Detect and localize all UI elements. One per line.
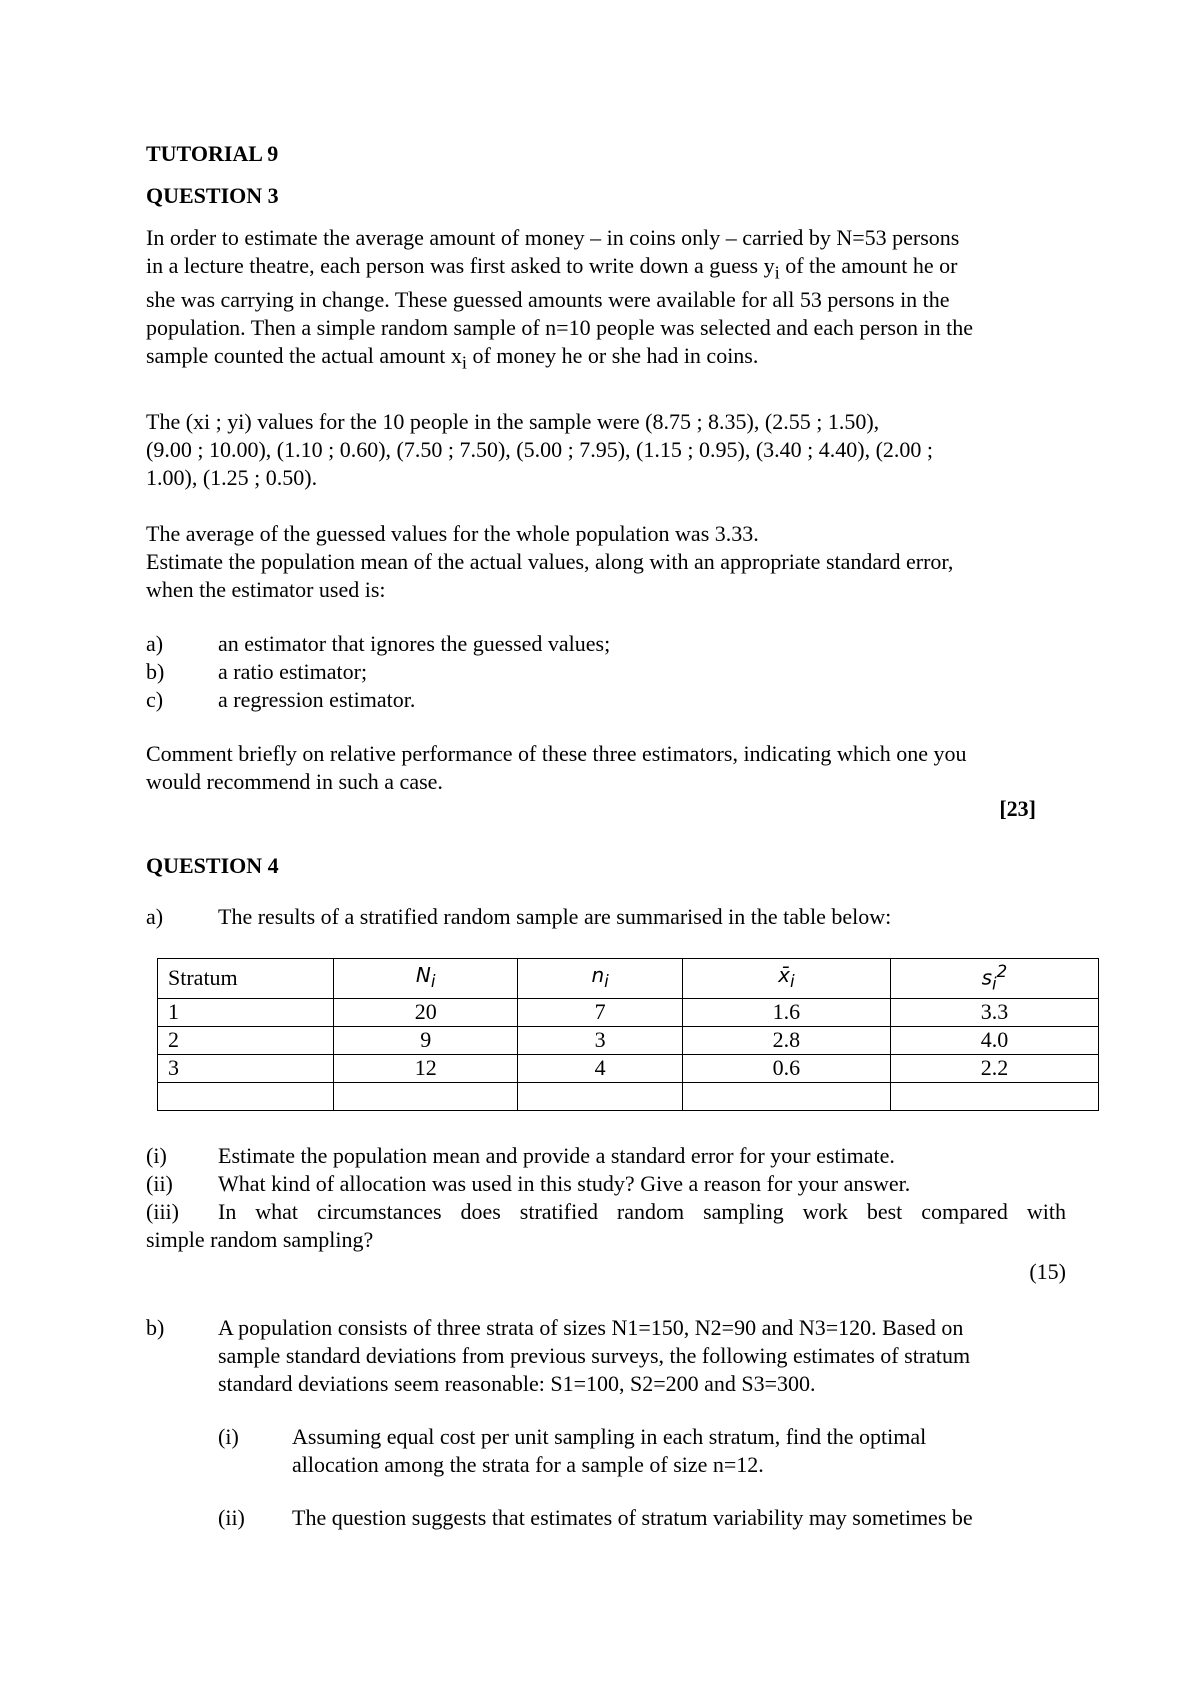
item-label: (i): [218, 1424, 239, 1449]
table-cell: 2: [158, 1026, 334, 1054]
item-text: a ratio estimator;: [218, 659, 368, 684]
table-cell: [158, 1082, 334, 1110]
q3-intro-line: population. Then a simple random sample of n=10 people was selected and each person in the: [146, 315, 973, 341]
question-4b-ii: [146, 1504, 1066, 1532]
column-header: Stratum: [158, 959, 334, 999]
q3-comment-line: would recommend in such a case.: [146, 769, 443, 794]
item-text: What kind of allocation was used in this study? Give a reason for your answer.: [218, 1171, 911, 1196]
question-4b-i: [146, 1423, 1066, 1479]
item-label: (i): [146, 1143, 167, 1168]
item-label: b): [146, 659, 165, 684]
question-3-heading-block: [146, 182, 1066, 210]
item-text: Estimate the population mean and provide a standard error for your estimate.: [218, 1143, 895, 1168]
item-continuation: simple random sampling?: [146, 1227, 374, 1252]
text-line: allocation among the strata for a sample of size n=12.: [292, 1452, 764, 1477]
item-label: b): [146, 1315, 165, 1340]
table-cell: 1.6: [682, 998, 890, 1026]
question-3-task: [146, 520, 1066, 604]
question-3-heading: QUESTION 3: [146, 183, 279, 208]
column-header: $x̄_i$: [682, 959, 890, 999]
list-item: [146, 903, 1066, 931]
list-item: [146, 1142, 1066, 1170]
strata-table-block: [146, 958, 1066, 1111]
table-cell: 20: [334, 998, 518, 1026]
text-run: of money he or she had in coins.: [466, 343, 759, 369]
item-text: [218, 1314, 1066, 1398]
table-cell: 3: [518, 1026, 682, 1054]
q3-intro-line: she was carrying in change. These guessed amounts were available for all 53 persons in the: [146, 287, 950, 313]
question-3-marks: [23]: [999, 796, 1036, 821]
question-3-marks-block: [146, 795, 1036, 823]
item-label: a): [146, 631, 164, 656]
list-item: [146, 686, 1066, 714]
item-label: (ii): [146, 1171, 173, 1196]
question-3-comment: [146, 740, 1066, 796]
q3-task-line: when the estimator used is:: [146, 577, 386, 602]
table-cell: [334, 1082, 518, 1110]
table-row: [158, 998, 1099, 1026]
table-row: [158, 1026, 1099, 1054]
q3-task-line: Estimate the population mean of the actual values, along with an appropriate standard error,: [146, 549, 954, 574]
column-header: $s_i^2$: [890, 959, 1098, 999]
text-line: Assuming equal cost per unit sampling in each stratum, find the optimal: [292, 1424, 927, 1449]
table-row: [158, 1082, 1099, 1110]
tutorial-title-block: [146, 140, 1066, 168]
table-cell: 3.3: [890, 998, 1098, 1026]
table-header-row: [158, 959, 1099, 999]
q3-intro-line: In order to estimate the average amount of money – in coins only – carried by N=53 persons: [146, 225, 960, 250]
table-cell: [890, 1082, 1098, 1110]
question-3-data: [146, 408, 1066, 492]
column-header: $n_i$: [518, 959, 682, 999]
text-line: standard deviations seem reasonable: S1=100, S2=200 and S3=300.: [218, 1371, 816, 1396]
q3-task-line: The average of the guessed values for the whole population was 3.33.: [146, 521, 759, 546]
question-4a-marks: (15): [1029, 1259, 1066, 1284]
question-4a: [146, 903, 1066, 931]
list-item: [146, 1423, 1066, 1479]
column-header: $N_i$: [334, 959, 518, 999]
table-cell: 2.2: [890, 1054, 1098, 1082]
text-run: sample counted the actual amount x: [146, 343, 462, 369]
item-label: a): [146, 904, 164, 929]
list-item: [146, 1170, 1066, 1198]
q3-intro-line: [146, 252, 1066, 286]
question-4a-parts: [146, 1142, 1066, 1254]
question-3-items: [146, 630, 1066, 714]
question-3-intro: [146, 224, 1066, 377]
question-4b: [146, 1314, 1066, 1398]
table-cell: 2.8: [682, 1026, 890, 1054]
item-label: c): [146, 687, 164, 712]
table-cell: 7: [518, 998, 682, 1026]
list-item: [146, 630, 1066, 658]
text-run: in a lecture theatre, each person was first asked to write down a guess y: [146, 253, 775, 278]
table-cell: 9: [334, 1026, 518, 1054]
item-text: In what circumstances does stratified random sampling work best compared with: [218, 1199, 1066, 1224]
q3-data-line: (9.00 ; 10.00), (1.10 ; 0.60), (7.50 ; 7.50), (5.00 ; 7.95), (1.15 ; 0.95), (3.40 ; 4.40), (2.00 ;: [146, 437, 934, 462]
table-cell: 4: [518, 1054, 682, 1082]
table-row: [158, 1054, 1099, 1082]
text-line: A population consists of three strata of sizes N1=150, N2=90 and N3=120. Based on: [218, 1315, 964, 1340]
table-cell: 12: [334, 1054, 518, 1082]
item-label: (ii): [218, 1505, 245, 1530]
q3-data-line: The (xi ; yi) values for the 10 people in the sample were (8.75 ; 8.35), (2.55 ; 1.50),: [146, 409, 880, 434]
list-item: [146, 1198, 1066, 1226]
item-text: [292, 1423, 926, 1479]
q3-data-line: 1.00), (1.25 ; 0.50).: [146, 465, 318, 490]
text-line: sample standard deviations from previous surveys, the following estimates of stratum: [218, 1343, 971, 1368]
item-text: The question suggests that estimates of stratum variability may sometimes be: [292, 1505, 973, 1530]
table-cell: 0.6: [682, 1054, 890, 1082]
subscript: i: [461, 352, 467, 373]
subscript: i: [774, 262, 780, 283]
list-item: [146, 1314, 1066, 1398]
question-4a-marks-block: [146, 1258, 1066, 1286]
strata-table: [157, 958, 1099, 1111]
table-cell: 3: [158, 1054, 334, 1082]
table-cell: 1: [158, 998, 334, 1026]
item-text: an estimator that ignores the guessed values;: [218, 631, 611, 656]
tutorial-title: TUTORIAL 9: [146, 141, 279, 166]
list-item: [146, 658, 1066, 686]
item-text: The results of a stratified random sample are summarised in the table below:: [218, 904, 892, 929]
table-cell: [682, 1082, 890, 1110]
item-label: (iii): [146, 1199, 179, 1224]
list-item: [146, 1504, 1066, 1532]
q3-comment-line: Comment briefly on relative performance of these three estimators, indicating which one you: [146, 741, 967, 766]
item-text: a regression estimator.: [218, 687, 416, 712]
question-4-heading: QUESTION 4: [146, 853, 279, 878]
text-run: of the amount he or: [779, 253, 958, 278]
question-4-heading-block: [146, 852, 1066, 880]
table-cell: [518, 1082, 682, 1110]
q3-intro-line: [146, 342, 1066, 376]
table-cell: 4.0: [890, 1026, 1098, 1054]
